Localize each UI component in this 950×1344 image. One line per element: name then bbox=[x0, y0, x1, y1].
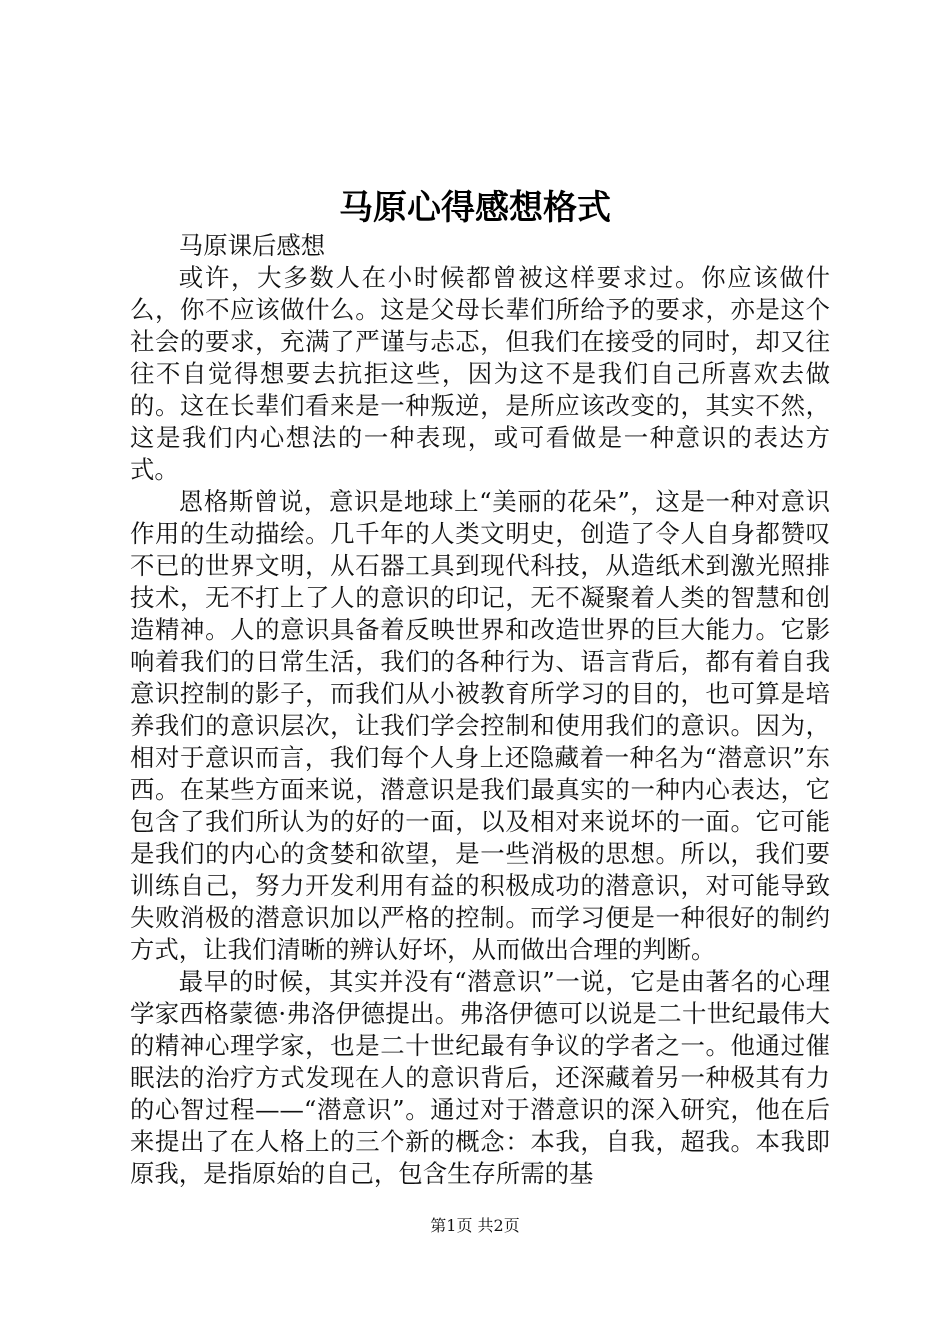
document-body bbox=[130, 230, 830, 1190]
document-subtitle: 马原课后感想 bbox=[178, 231, 326, 260]
document-title: 马原心得感想格式 bbox=[339, 188, 611, 228]
paragraph-1: 或许，大多数人在小时候都曾被这样要求过。你应该做什么，你不应该做什么。这是父母长辈们所给予的要求，亦是这个社会的要求，充满了严谨与忐忑，但我们在接受的同时，却又往往不自觉得想要去抗拒这些，因为这不是我们自己所喜欢去做的。这在长辈们看来是一种叛逆，是所应该改变的，其实不然，这是我们内心想法的一种表现，或可看做是一种意识的表达方式。 bbox=[130, 263, 830, 484]
paragraph-2: 恩格斯曾说，意识是地球上“美丽的花朵”，这是一种对意识作用的生动描绘。几千年的人类文明史，创造了令人自身都赞叹不已的世界文明，从石器工具到现代科技，从造纸术到激光照排技术，无不打上了人的意识的印记，无不凝聚着人类的智慧和创造精神。人的意识具备着反映世界和改造世界的巨大能力。它影响着我们的日常生活，我们的各种行为、语言背后，都有着自我意识控制的影子，而我们从小被教育所学习的目的，也可算是培养我们的意识层次，让我们学会控制和使用我们的意识。因为，相对于意识而言，我们每个人身上还隐藏着一种名为“潜意识”东西。在某些方面来说，潜意识是我们最真实的一种内心表达，它包含了我们所认为的好的一面，以及相对来说坏的一面。它可能是我们的内心的贪婪和欲望，是一些消极的思想。所以，我们要训练自己，努力开发利用有益的积极成功的潜意识，对可能导致失败消极的潜意识加以严格的控制。而学习便是一种很好的制约方式，让我们清晰的辨认好坏，从而做出合理的判断。 bbox=[130, 487, 830, 964]
paragraph-3: 最早的时候，其实并没有“潜意识”一说，它是由著名的心理学家西格蒙德·弗洛伊德提出。弗洛伊德可以说是二十世纪最伟大的精神心理学家，也是二十世纪最有争议的学者之一。他通过催眠法的治疗方式发现在人的意识背后，还深藏着另一种极其有力的心智过程——“潜意识”。通过对于潜意识的深入研究，他在后来提出了在人格上的三个新的概念：本我，自我，超我。本我即原我，是指原始的自己，包含生存所需的基 bbox=[130, 967, 830, 1188]
page-footer: 第1页 共2页 bbox=[430, 1216, 520, 1235]
